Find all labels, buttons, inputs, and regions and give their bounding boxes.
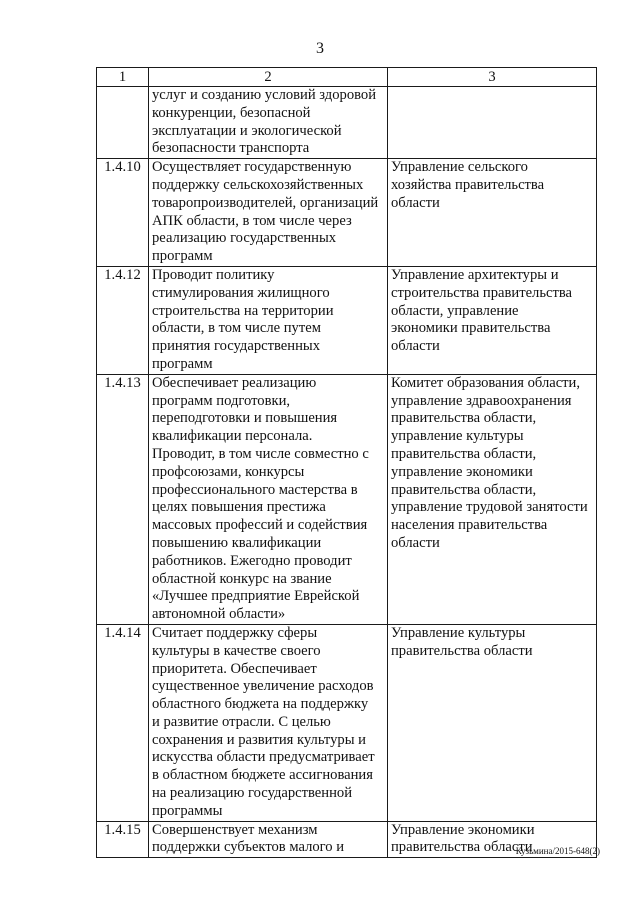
text-line: сохранения и развития культуры и	[152, 731, 366, 748]
header-col-2: 2	[149, 68, 388, 87]
text-line: Проводит, в том числе совместно с	[152, 445, 369, 462]
text-line: Управление сельского	[391, 159, 528, 176]
table-row	[97, 87, 597, 159]
function-description	[149, 159, 388, 267]
row-number: 1.4.14	[97, 624, 149, 821]
text-line: строительства на территории	[152, 302, 334, 319]
text-line: конкуренции, безопасной	[152, 104, 311, 121]
text-line: Управление культуры	[391, 624, 526, 641]
text-line: хозяйства правительства	[391, 176, 545, 193]
row-number	[97, 87, 149, 159]
text-line: области	[391, 534, 440, 551]
table-row	[97, 374, 597, 624]
responsible-body	[388, 374, 597, 624]
text-line: искусства области предусматривает	[152, 749, 375, 766]
text-line: Считает поддержку сферы	[152, 624, 318, 641]
text-line: правительства области,	[391, 445, 537, 462]
row-number: 1.4.13	[97, 374, 149, 624]
text-line: программ подготовки,	[152, 392, 291, 409]
text-line: Проводит политику	[152, 266, 275, 283]
text-line: Совершенствует механизм	[152, 821, 318, 838]
text-line: поддержку сельскохозяйственных	[152, 176, 364, 193]
table-row	[97, 266, 597, 374]
header-col-1: 1	[97, 68, 149, 87]
text-line: эксплуатации и экологической	[152, 122, 342, 139]
responsible-body	[388, 87, 597, 159]
text-line: профсоюзами, конкурсы	[152, 463, 305, 480]
responsible-body	[388, 266, 597, 374]
footer-code: Кузьмина/2015-648(2)	[515, 846, 600, 856]
text-line: правительства области,	[391, 481, 537, 498]
text-line: услуг и созданию условий здоровой	[152, 87, 377, 103]
text-line: областного бюджета на поддержку	[152, 696, 369, 713]
text-line: областной конкурс на звание	[152, 570, 332, 587]
text-line: товаропроизводителей, организаций	[152, 194, 379, 211]
text-line: реализацию государственных	[152, 230, 337, 247]
text-line: Комитет образования области,	[391, 374, 581, 391]
text-line: безопасности транспорта	[152, 140, 310, 157]
text-line: автономной области»	[152, 606, 286, 623]
function-description	[149, 624, 388, 821]
text-line: программ	[152, 355, 213, 372]
row-number: 1.4.12	[97, 266, 149, 374]
table-row	[97, 624, 597, 821]
text-line: управление здравоохранения	[391, 392, 572, 409]
text-line: экономики правительства	[391, 320, 551, 337]
text-line: области	[391, 338, 440, 355]
functions-table	[96, 67, 597, 858]
text-line: переподготовки и повышения	[152, 410, 338, 427]
text-line: Управление архитектуры и	[391, 266, 559, 283]
text-line: целях повышения престижа	[152, 499, 326, 516]
text-line: приоритета. Обеспечивает	[152, 660, 317, 677]
row-number: 1.4.10	[97, 159, 149, 267]
text-line: правительства области	[391, 839, 533, 856]
text-line: управление экономики	[391, 463, 533, 480]
text-line: стимулирования жилищного	[152, 284, 330, 301]
header-col-3: 3	[388, 68, 597, 87]
text-line: на реализацию государственной	[152, 785, 353, 802]
responsible-body	[388, 159, 597, 267]
text-line: программы	[152, 802, 223, 819]
text-line: работников. Ежегодно проводит	[152, 552, 352, 569]
text-line: строительства правительства	[391, 284, 573, 301]
text-line: области, управление	[391, 302, 519, 319]
function-description	[149, 87, 388, 159]
text-line: массовых профессий и содействия	[152, 517, 368, 534]
text-line: профессионального мастерства в	[152, 481, 358, 498]
text-line: Обеспечивает реализацию	[152, 374, 317, 391]
text-line: и развитие отрасли. С целью	[152, 713, 331, 730]
text-line: повышению квалификации	[152, 534, 322, 551]
responsible-body	[388, 624, 597, 821]
text-line: программ	[152, 248, 213, 265]
text-line: АПК области, в том числе через	[152, 212, 352, 229]
page-number: 3	[316, 40, 324, 57]
table-header-row	[97, 68, 597, 87]
text-line: управление трудовой занятости	[391, 499, 588, 516]
text-line: в областном бюджете ассигнования	[152, 767, 373, 784]
text-line: области	[391, 194, 440, 211]
function-description	[149, 374, 388, 624]
text-line: принятия государственных	[152, 338, 320, 355]
text-line: культуры в качестве своего	[152, 642, 321, 659]
row-number: 1.4.15	[97, 821, 149, 858]
text-line: управление культуры	[391, 428, 524, 445]
text-line: правительства области,	[391, 410, 537, 427]
text-line: квалификации персонала.	[152, 428, 313, 445]
text-line: «Лучшее предприятие Еврейской	[152, 588, 360, 605]
text-line: правительства области	[391, 642, 533, 659]
text-line: поддержки субъектов малого и	[152, 839, 345, 856]
text-line: существенное увеличение расходов	[152, 678, 374, 695]
table-row	[97, 159, 597, 267]
text-line: области, в том числе путем	[152, 320, 321, 337]
text-line: Управление экономики	[391, 821, 535, 838]
text-line: Осуществляет государственную	[152, 159, 352, 176]
function-description	[149, 821, 388, 858]
text-line: населения правительства	[391, 517, 548, 534]
function-description	[149, 266, 388, 374]
